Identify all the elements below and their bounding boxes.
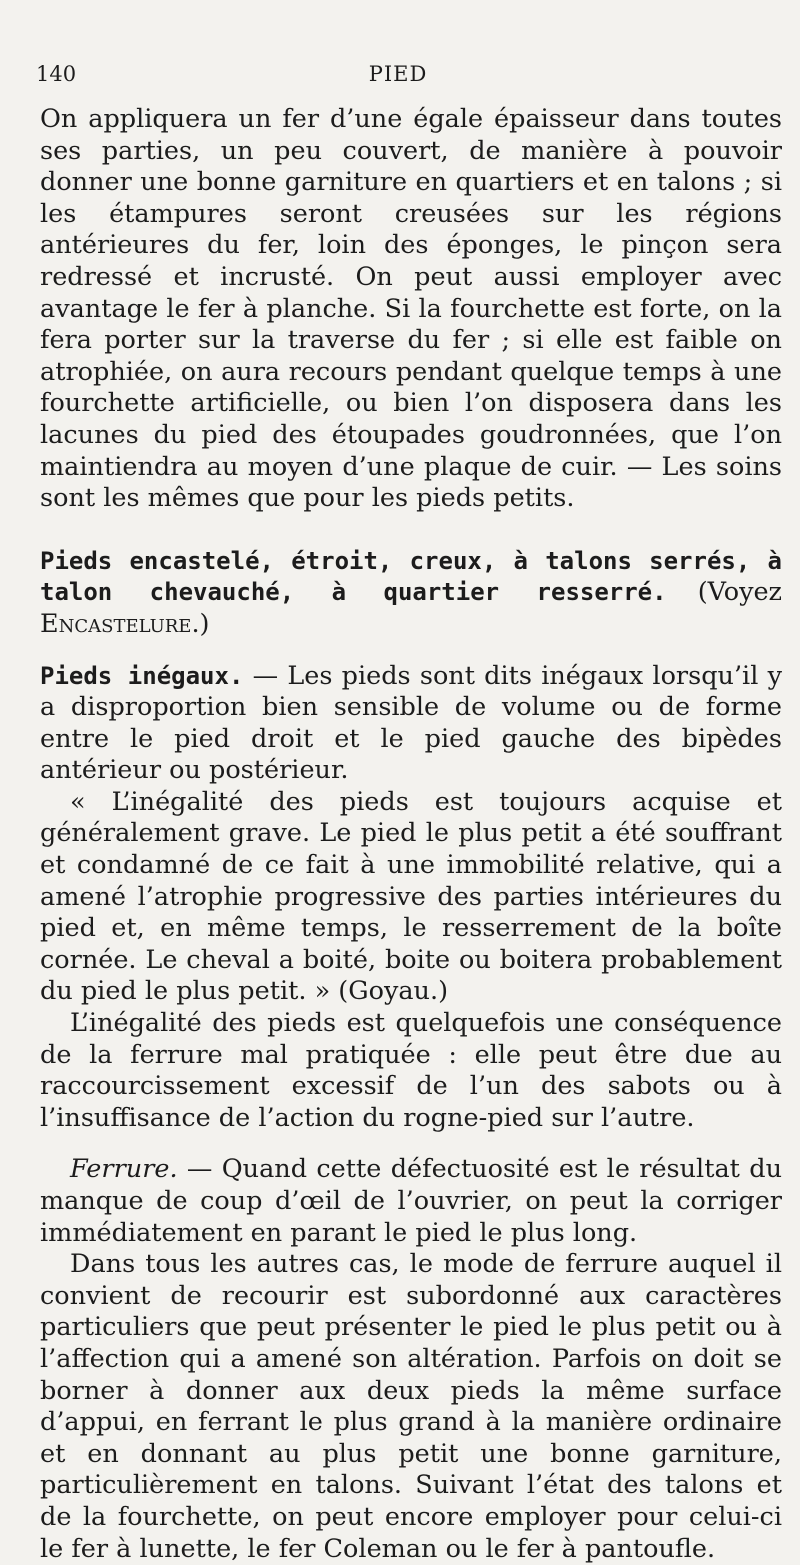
paragraph-6: [40, 1154, 782, 1249]
paragraph-3: [40, 661, 782, 787]
paragraph-2: [40, 546, 782, 641]
paragraph-5: L’inégalité des pieds est quelquefois une conséquence de la ferrure mal pratiquée : elle peut être due au raccourcissement excessif de l’un des sabots ou à l’insuffisance de l’action du rogne-pied sur l’autre.: [40, 1008, 782, 1133]
section-heading-encastele: Pieds encastelé, étroit, creux, à talons serrés, à talon chevauché, à quartier resserré.: [40, 546, 782, 607]
paragraph-4-quote: « L’inégalité des pieds est toujours acquise et généralement grave. Le pied le plus petit a été souffrant et condamné de ce fait à une immobilité relative, qui a amené l’atrophie progressive des parties intérieures du pied et, en même temps, le resserrement de la boîte cornée. Le cheval a boité, boite ou boitera probablement du pied le plus petit. » (Goyau.): [40, 786, 782, 1007]
section-heading-inegaux: Pieds inégaux.: [40, 661, 244, 690]
paragraph-3-text: — Les pieds sont dits inégaux lorsqu’il y a disproportion bien sensible de volume ou de forme entre le pied droit et le pied gauche des bipèdes antérieur ou postérieur.: [40, 660, 782, 786]
page-number: 140: [36, 62, 77, 86]
paragraph-6-text: — Quand cette défectuosité est le résultat du manque de coup d’œil de l’ouvrier, on peut la corriger immédiatement en parant le pied le plus long.: [40, 1154, 782, 1248]
cross-reference-prefix: (Voyez: [666, 577, 782, 608]
paragraph-1: On appliquera un fer d’une égale épaisseur dans toutes ses parties, un peu couvert, de manière à pouvoir donner une bonne garniture en quartiers et en talons ; si les étampures seront creusées sur les régions antérieures du fer, loin des éponges, le pinçon sera redressé et incrusté. On peut aussi employer avec avantage le fer à planche. Si la fourchette est forte, on la fera porter sur la traverse du fer ; si elle est faible on atrophiée, on aura recours pendant quelque temps à une fourchette artificielle, ou bien l’on disposera dans les lacunes du pied des étoupades goudronnées, que l’on maintiendra au moyen d’une plaque de cuir. — Les soins sont les mêmes que pour les pieds petits.: [40, 104, 782, 514]
paragraph-7: Dans tous les autres cas, le mode de ferrure auquel il convient de recourir est subordonné aux caractères particuliers que peut présenter le pied le plus petit ou à l’affection qui a amené son altération. Parfois on doit se borner à donner aux deux pieds la même surface d’appui, en ferrant le plus grand à la manière ordinaire et en donnant au plus petit une bonne garniture, particulièrement en talons. Suivant l’état des talons et de la fourchette, on peut encore employer pour celui-ci le fer à lunette, le fer Coleman ou le fer à pantoufle.: [40, 1249, 782, 1564]
subheading-ferrure: Ferrure.: [70, 1154, 178, 1185]
cross-reference-suffix: .): [191, 608, 210, 639]
page-header: [36, 62, 760, 94]
cross-reference-term: Encastelure: [40, 608, 192, 639]
page-body: [40, 104, 782, 1565]
running-head: PIED: [368, 62, 428, 86]
